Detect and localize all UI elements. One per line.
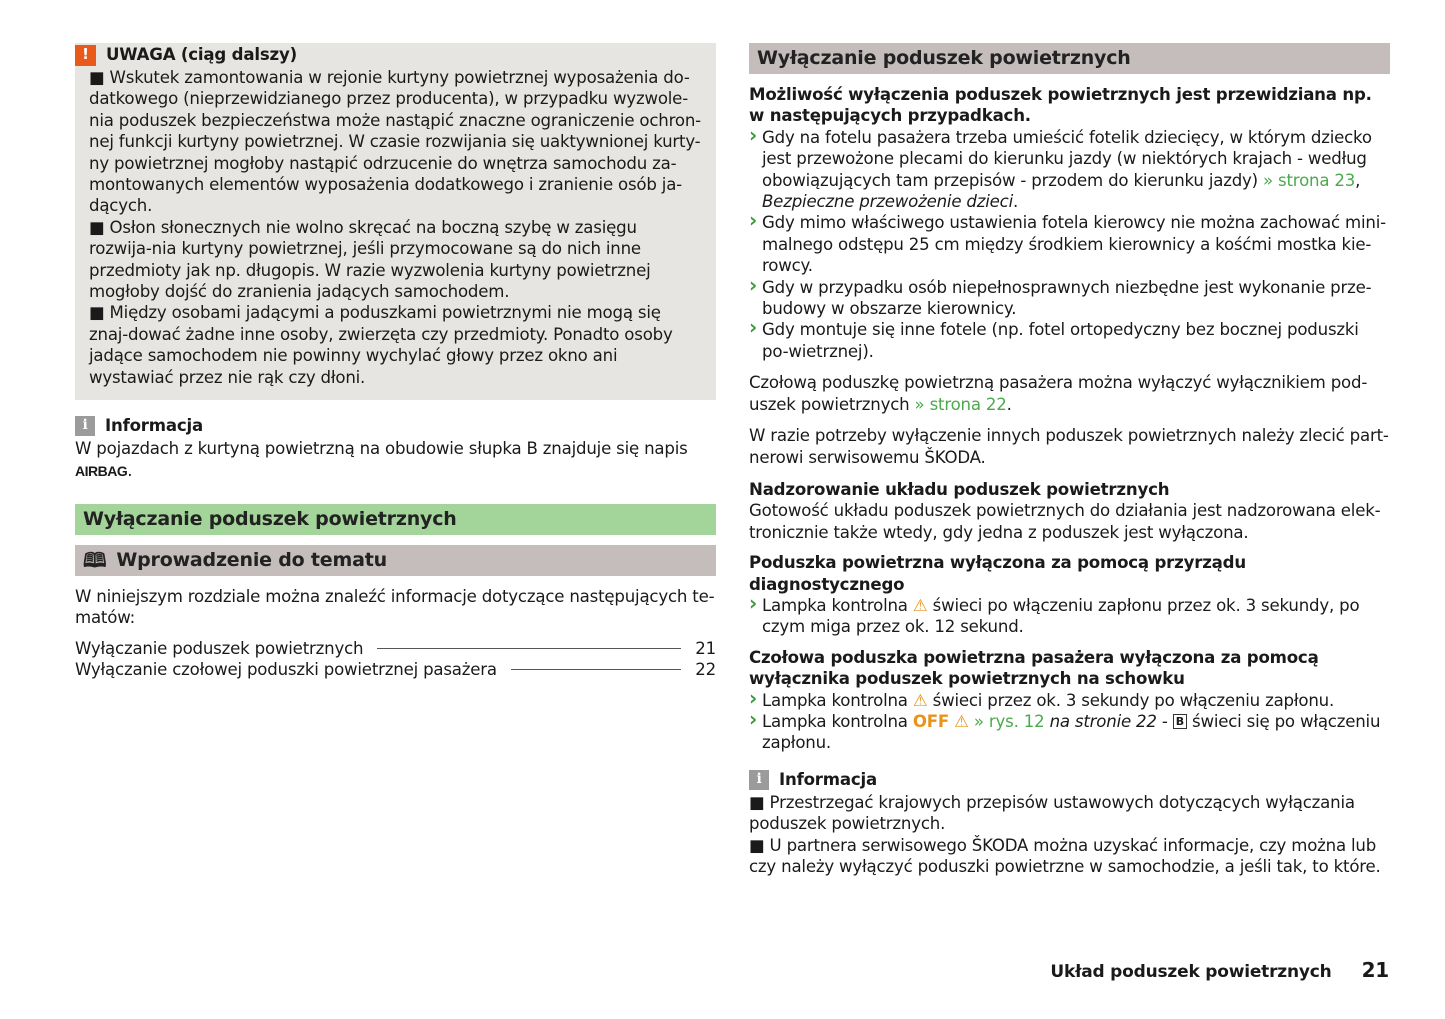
case-item: › Gdy w przypadku osób niepełnosprawnych niezbędne jest wykonanie prze-budowy w obszarze kierownicy. <box>749 277 1390 320</box>
toc-page: 21 <box>695 638 716 658</box>
toc-label[interactable]: Wyłączanie czołowej poduszki powietrznej pasażera <box>75 660 497 680</box>
info-title: Informacja <box>105 416 204 436</box>
figure-link[interactable]: » rys. 12 <box>973 711 1045 731</box>
info-text-body: W pojazdach z kurtyną powietrzną na obudowie słupka B znajduje się napis <box>75 439 688 459</box>
case-text: Gdy na fotelu pasażera trzeba umieścić fotelik dziecięcy, w którym dziecko jest przewożone plecami do kierunku jazdy (w niektórych krajach - według obowiązujących tam przepisów - przodem do kierunku jazdy) <box>762 127 1372 190</box>
paragraph <box>749 372 1390 415</box>
warning-title: UWAGA (ciąg dalszy) <box>106 45 297 65</box>
right-column <box>749 43 1390 877</box>
period: . <box>1006 394 1012 414</box>
toc-page: 22 <box>695 660 716 680</box>
info-text <box>75 438 716 482</box>
text: Lampka kontrolna <box>762 595 908 615</box>
warning-icon: ! <box>75 45 96 66</box>
paragraph: W razie potrzeby wyłączenie innych poduszek powietrznych należy zlecić part-nerowi serwisowemu ŠKODA. <box>749 426 1389 467</box>
page-link[interactable]: » strona 22 <box>914 394 1007 414</box>
intro-text: W niniejszym rozdziale można znaleźć informacje dotyczące następujących te-matów: <box>75 586 715 628</box>
period: . <box>1013 192 1019 212</box>
text: świeci po włączeniu zapłonu przez ok. 3 sekundy, po czym miga przez ok. 12 sekund. <box>762 595 1360 637</box>
toc-label[interactable]: Wyłączanie poduszek powietrznych <box>75 638 364 658</box>
case-item <box>749 127 1390 213</box>
passenger-airbag-off-icon: ⚠ <box>954 711 969 731</box>
subheading: Poduszka powietrzna wyłączona za pomocą przyrządu diagnostycznego <box>749 553 1246 594</box>
airbag-warning-icon: ⚠ <box>912 595 928 615</box>
info-icon: i <box>749 770 769 790</box>
link-title: Bezpieczne przewożenie dzieci <box>762 192 1014 212</box>
warning-item: ■ Osłon słonecznych nie wolno skręcać na boczną szybę w zasięgu rozwija-nia kurtyny powietrznej, jeśli przymocowane są do nich inne przedmioty jak np. długopis. W razie wyzwolenia kurtyny powietrznej mogłoby dojść do zranienia jadących samochodem. <box>89 217 651 302</box>
bullet-item <box>749 690 1390 711</box>
lead: Możliwość wyłączenia poduszek powietrznych jest przewidziana np. w następujących przypadkach. <box>749 85 1372 126</box>
case-item: › Gdy mimo właściwego ustawienia fotela kierowcy nie można zachować mini-malnego odstępu 25 cm między środkiem kierownicy a kośćmi mostka kie-rowcy. <box>749 212 1390 276</box>
text: świeci przez ok. 3 sekundy po włączeniu zapłonu. <box>932 690 1335 710</box>
warning-box <box>75 43 716 400</box>
page-footer <box>1050 960 1389 983</box>
info-icon: i <box>75 416 95 436</box>
info-item: ■ U partnera serwisowego ŠKODA można uzyskać informacje, czy można lub czy należy wyłączyć poduszki powietrzne w samochodzie, a jeśli tak, to które. <box>749 835 1381 876</box>
page-link[interactable]: » strona 23 <box>1263 170 1356 190</box>
period: . <box>127 460 133 480</box>
case-item: › Gdy montuje się inne fotele (np. fotel ortopedyczny bez bocznej poduszki po-wietrznej). <box>749 319 1390 362</box>
text: Lampka kontrolna <box>762 690 908 710</box>
info-item: ■ Przestrzegać krajowych przepisów ustawowych dotyczących wyłączania poduszek powietrznych. <box>749 792 1355 834</box>
toc-item[interactable] <box>75 638 716 659</box>
airbag-warning-icon: ⚠ <box>912 690 928 710</box>
page-number: 21 <box>1361 958 1389 982</box>
toc-item[interactable] <box>75 659 716 680</box>
dash: - <box>1161 711 1168 731</box>
book-icon: 🕮 <box>83 547 107 572</box>
intro-title-bar <box>75 545 716 576</box>
warning-item: ■ Między osobami jadącymi a poduszkami powietrznymi nie mogą się znaj-dować żadne inne osoby, zwierzęta czy przedmioty. Ponadto osoby jadące samochodem nie powinny wychylać głowy przez okno ani wystawiać przez nie rąk czy dłoni. <box>89 303 673 387</box>
paragraph: Gotowość układu poduszek powietrznych do działania jest nadzorowana elek-tronicznie także wtedy, gdy jedna z poduszek jest wyłączona. <box>749 501 1381 542</box>
comma: , <box>1355 170 1361 190</box>
info-title: Informacja <box>779 770 878 790</box>
right-title: Wyłączanie poduszek powietrznych <box>749 43 1390 74</box>
section-title: Wyłączanie poduszek powietrznych <box>75 504 716 535</box>
subheading: Czołowa poduszka powietrzna pasażera wyłączona za pomocą wyłącznika poduszek powietrznych na schowku <box>749 647 1319 689</box>
left-column <box>75 43 716 681</box>
subheading: Nadzorowanie układu poduszek powietrznych <box>749 479 1170 499</box>
intro-title: Wprowadzenie do tematu <box>116 548 387 571</box>
chapter-name: Układ poduszek powietrznych <box>1050 962 1332 982</box>
callout-b: B <box>1173 714 1187 729</box>
text: Lampka kontrolna <box>762 711 908 731</box>
bullet-item <box>749 711 1390 754</box>
p1-text: Czołową poduszkę powietrzną pasażera można wyłączyć wyłącznikiem pod-uszek powietrznych <box>749 373 1368 414</box>
airbag-label: AIRBAG <box>75 462 128 479</box>
link-page: na stronie 22 <box>1049 711 1157 731</box>
text: świeci się po włączeniu zapłonu. <box>762 711 1381 753</box>
warning-item: ■ Wskutek zamontowania w rejonie kurtyny powietrznej wyposażenia do-datkowego (nieprzewidzianego przez producenta), w przypadku wyzwole-nia poduszek bezpieczeństwa może nastąpić znaczne ograniczenie ochron-nej funkcji kurtyny powietrznej. W czasie rozwijania się uaktywnionej kurty-ny powietrznej mogłoby nastąpić odrzucenie do wnętrza samochodu za-montowanych elementów wyposażenia dodatkowego i zranienie osób ja-dących. <box>89 68 701 216</box>
bullet-item <box>749 595 1390 638</box>
airbag-off-label: OFF <box>912 711 950 731</box>
